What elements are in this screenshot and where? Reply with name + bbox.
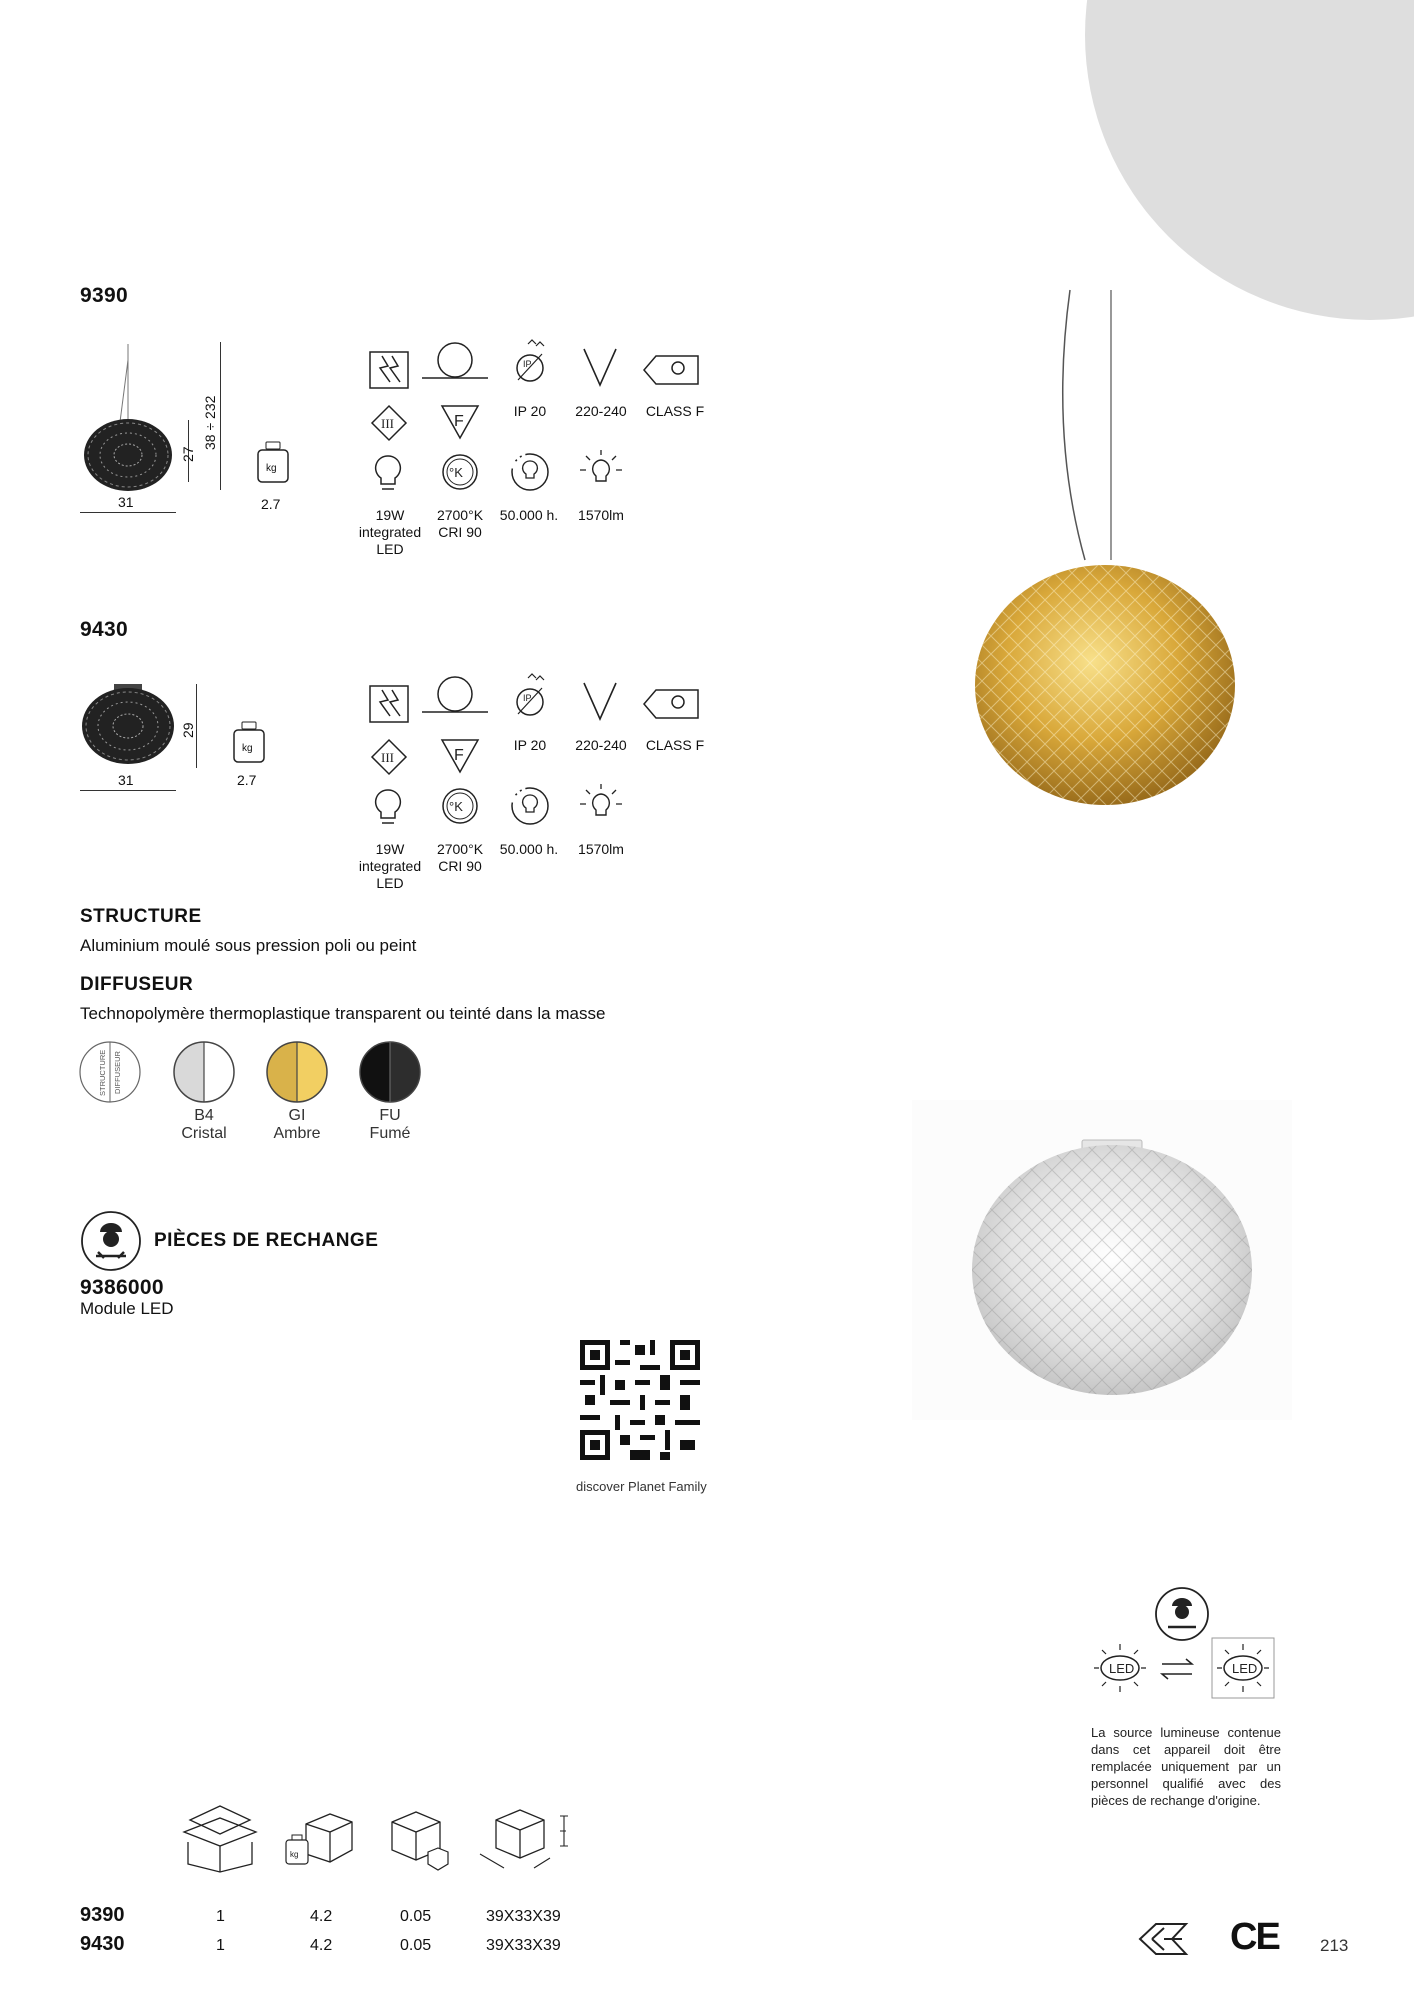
ip-icon — [510, 672, 550, 722]
ceiling-mount-icon — [420, 674, 490, 722]
qr-caption: discover Planet Family — [576, 1479, 707, 1494]
spec-temp — [428, 507, 492, 541]
swatch-cristal[interactable] — [172, 1040, 236, 1104]
swatch-ambre[interactable] — [265, 1040, 329, 1104]
dim-weight: 2.7 — [237, 772, 257, 788]
lumen-icon — [578, 782, 624, 828]
led-label-right: LED — [1232, 1661, 1258, 1676]
spec-power-line: 19W — [375, 507, 405, 523]
led-replace-icon — [1090, 1636, 1280, 1700]
ceiling-lamp-drawing — [78, 682, 178, 782]
product-code-9390: 9390 — [80, 284, 128, 307]
dim-width: 31 — [118, 772, 134, 788]
ip-icon — [510, 338, 550, 388]
pack-row-weight: 4.2 — [310, 1937, 333, 1954]
spec-power-line: 19W — [375, 841, 405, 857]
led-notice-text: La source lumineuse contenue dans cet appareil doit être remplacée uniquement par un personnel qualifié avec des pièces de rechange d'origine. — [1091, 1725, 1281, 1808]
weight-kg: kg — [242, 743, 253, 754]
spec-temp-line: CRI 90 — [438, 858, 482, 874]
pack-row-size: 39X33X39 — [486, 1937, 561, 1954]
pack-row-volume: 0.05 — [400, 1908, 432, 1925]
class-badge: III — [381, 416, 394, 431]
spare-title: PIÈCES DE RECHANGE — [154, 1230, 379, 1251]
pendant-drawing — [78, 340, 178, 510]
dim-height: 27 — [180, 446, 196, 462]
package-weight-icon — [282, 1810, 354, 1874]
swatch-name: Ambre — [273, 1125, 321, 1142]
spec-life: 50.000 h. — [499, 507, 559, 523]
pack-row-weight: 4.2 — [310, 1908, 333, 1925]
spec-power-line: integrated — [358, 858, 422, 874]
ceiling-lamp-photo — [912, 1100, 1292, 1420]
ce-mark: CE — [1230, 1916, 1279, 1958]
lumen-icon — [578, 448, 624, 494]
diffuseur-title: DIFFUSEUR — [80, 974, 194, 995]
spec-temp-line: 2700°K — [436, 507, 484, 523]
lifetime-icon — [508, 784, 552, 828]
technician-icon — [80, 1210, 142, 1272]
cable-line — [220, 342, 221, 490]
class-iii-icon — [370, 738, 408, 776]
led-label-left: LED — [1109, 1661, 1135, 1676]
f-badge: F — [454, 413, 464, 430]
swatch-code: B4 — [194, 1107, 214, 1124]
spec-class: CLASS F — [645, 737, 705, 753]
spec-voltage: 220-240 — [575, 403, 627, 419]
pack-row-code: 9430 — [80, 1933, 125, 1955]
spare-code: 9386000 — [80, 1276, 164, 1299]
swatch-label-ambre — [257, 1107, 337, 1143]
f-mark-icon — [440, 404, 480, 440]
dim-cable: 38 ÷ 232 — [202, 395, 218, 450]
legend-structure: STRUCTURE — [98, 1049, 107, 1096]
swatch-code: GI — [288, 1107, 306, 1124]
product-code-9430: 9430 — [80, 618, 128, 641]
spare-name: Module LED — [80, 1299, 174, 1318]
package-count-icon — [180, 1802, 260, 1874]
package-kg: kg — [290, 1850, 299, 1859]
legend-diffuseur: DIFFUSEUR — [113, 1051, 122, 1094]
bulb-icon — [370, 452, 406, 496]
swatch-label-cristal — [164, 1107, 244, 1143]
dim-height: 29 — [180, 722, 196, 738]
weight-kg: kg — [266, 463, 277, 474]
class-iii-icon — [370, 404, 408, 442]
spec-power — [352, 507, 428, 558]
pack-row-qty: 1 — [216, 1908, 225, 1925]
spec-power-line: LED — [376, 875, 404, 891]
page-number: 213 — [1320, 1936, 1349, 1955]
driver-icon — [368, 350, 410, 392]
width-line — [80, 790, 176, 791]
kelvin-icon — [440, 452, 480, 492]
spec-temp-line: 2700°K — [436, 841, 484, 857]
spec-power — [352, 841, 428, 892]
swatch-fume[interactable] — [358, 1040, 422, 1104]
f-mark-icon — [440, 738, 480, 774]
swatch-name: Cristal — [181, 1125, 227, 1142]
pendant-photo — [955, 285, 1275, 815]
structure-text: Aluminium moulé sous pression poli ou peint — [80, 936, 417, 955]
diffuseur-text: Technopolymère thermoplastique transparent ou teinté dans la masse — [80, 1004, 606, 1023]
pack-row-code: 9390 — [80, 1904, 125, 1926]
spec-ip: IP 20 — [513, 403, 547, 419]
spec-temp — [428, 841, 492, 875]
bulb-icon — [370, 786, 406, 830]
qr-code[interactable] — [580, 1340, 700, 1460]
kelvin-icon — [440, 786, 480, 826]
spec-power-line: integrated — [358, 524, 422, 540]
spec-temp-line: CRI 90 — [438, 524, 482, 540]
structure-title: STRUCTURE — [80, 906, 202, 927]
package-volume-icon — [388, 1808, 452, 1874]
class-badge: III — [381, 750, 394, 765]
swatch-label-fume — [350, 1107, 430, 1143]
voltage-icon — [580, 345, 620, 389]
energy-class-icon — [642, 688, 700, 720]
spec-power-line: LED — [376, 541, 404, 557]
technician-icon — [1154, 1586, 1210, 1642]
swatch-name: Fumé — [369, 1125, 411, 1142]
ceiling-mount-icon — [420, 340, 490, 388]
spec-ip: IP 20 — [513, 737, 547, 753]
energy-class-icon — [642, 354, 700, 386]
corner-decoration — [1085, 0, 1414, 320]
f-badge: F — [454, 747, 464, 764]
pack-row-qty: 1 — [216, 1937, 225, 1954]
driver-icon — [368, 684, 410, 726]
pack-row-volume: 0.05 — [400, 1937, 432, 1954]
package-size-icon — [476, 1806, 580, 1878]
spec-class: CLASS F — [645, 403, 705, 419]
ip-badge: IP — [523, 359, 532, 369]
k-badge: °K — [449, 799, 463, 814]
legend-swatch — [78, 1040, 142, 1104]
voltage-icon — [580, 679, 620, 723]
width-line — [80, 512, 176, 513]
lifetime-icon — [508, 450, 552, 494]
dim-width: 31 — [118, 494, 134, 510]
spec-lumen: 1570lm — [578, 841, 624, 857]
eac-mark-icon — [1138, 1922, 1190, 1956]
pack-row-size: 39X33X39 — [486, 1908, 561, 1925]
spec-voltage: 220-240 — [575, 737, 627, 753]
spec-lumen: 1570lm — [578, 507, 624, 523]
spec-life: 50.000 h. — [499, 841, 559, 857]
dim-weight: 2.7 — [261, 496, 281, 512]
swatch-code: FU — [379, 1107, 401, 1124]
ip-badge: IP — [523, 693, 532, 703]
k-badge: °K — [449, 465, 463, 480]
height-line — [196, 684, 197, 768]
